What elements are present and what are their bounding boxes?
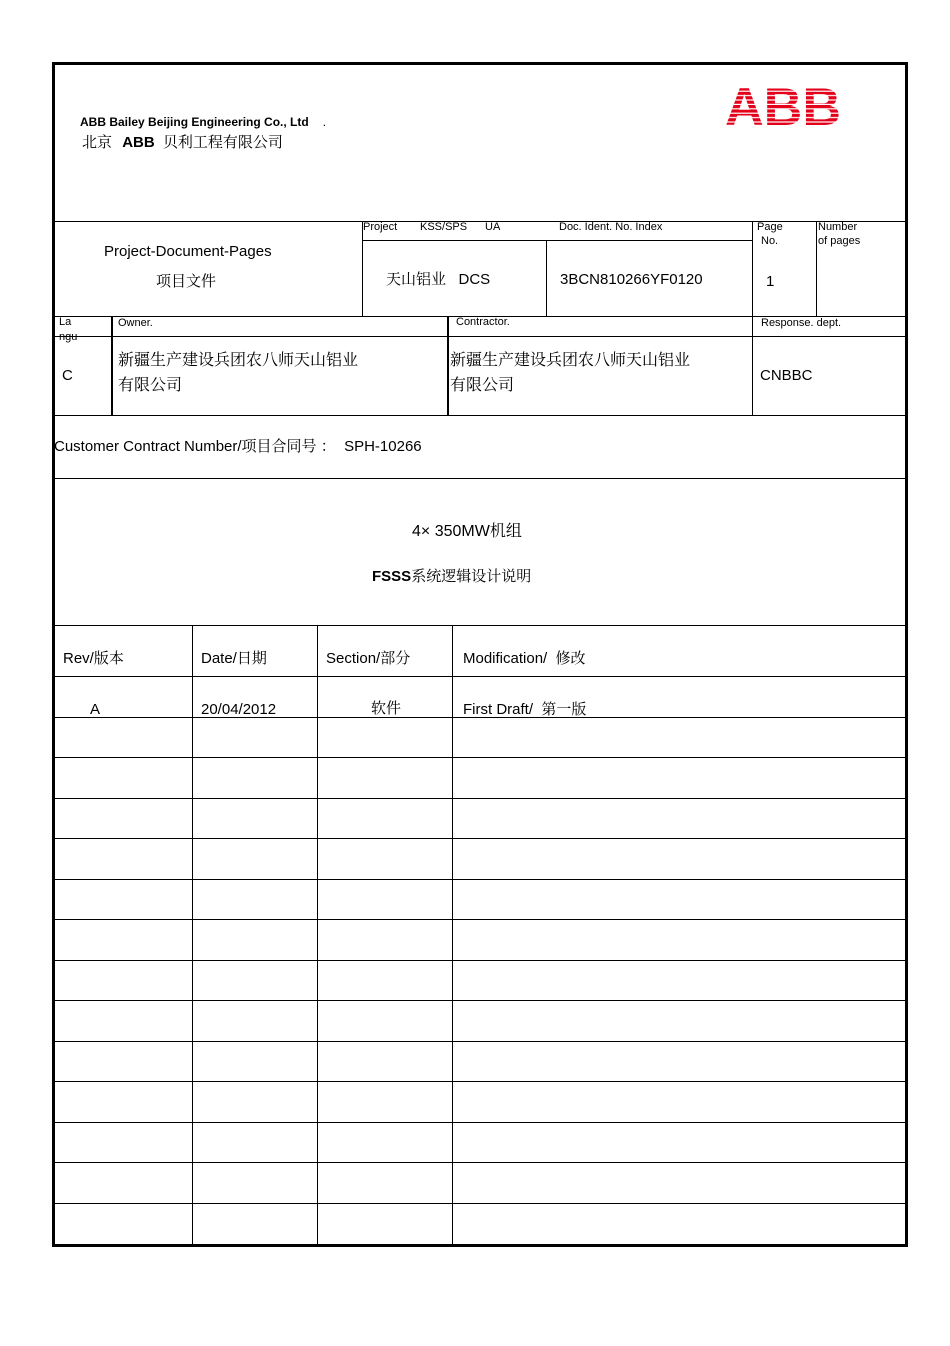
date-cell: 20/04/2012 bbox=[201, 701, 277, 718]
divider bbox=[192, 625, 193, 1244]
lang-value: C bbox=[62, 367, 73, 384]
page-value: 1 bbox=[766, 273, 775, 290]
project-ua: UA bbox=[485, 221, 501, 233]
lang-label-cont: ngu bbox=[59, 331, 78, 343]
divider bbox=[54, 838, 906, 839]
divider bbox=[752, 316, 753, 415]
doc-ident-value: 3BCN810266YF0120 bbox=[560, 271, 703, 288]
owner-label: Owner. bbox=[118, 317, 153, 329]
divider bbox=[452, 625, 453, 1244]
divider bbox=[54, 1203, 906, 1204]
divider bbox=[447, 316, 449, 415]
owner-line1: 新疆生产建设兵团农八师天山铝业 bbox=[118, 352, 359, 369]
divider bbox=[54, 676, 906, 677]
divider bbox=[54, 960, 906, 961]
divider bbox=[54, 415, 906, 416]
divider bbox=[362, 221, 363, 316]
modification-cell: First Draft/ 第一版 bbox=[463, 701, 587, 718]
divider bbox=[816, 221, 817, 316]
divider bbox=[54, 1000, 906, 1001]
divider bbox=[111, 316, 113, 415]
company-name-en: ABB Bailey Beijing Engineering Co., Ltd . bbox=[80, 115, 327, 129]
rev-cell: A bbox=[90, 701, 101, 718]
document-title: 4× 350MW机组 bbox=[412, 523, 522, 540]
response-value: CNBBC bbox=[760, 367, 813, 384]
section-header: Section/部分 bbox=[326, 650, 411, 667]
response-label: Response. dept. bbox=[761, 317, 842, 329]
divider bbox=[362, 240, 752, 241]
abb-logo-text: ABB bbox=[725, 83, 841, 127]
contract-number: Customer Contract Number/项目合同号 ： SPH-10266 bbox=[54, 438, 422, 455]
divider bbox=[54, 798, 906, 799]
divider bbox=[54, 879, 906, 880]
document-subtitle: FSSS系统逻辑设计说明 bbox=[372, 568, 532, 585]
doc-ident-label: Doc. Ident. No. Index bbox=[559, 221, 663, 233]
contractor-line1: 新疆生产建设兵团农八师天山铝业 bbox=[450, 352, 691, 369]
doc-type-cn: 项目文件 bbox=[156, 273, 217, 290]
abb-logo bbox=[724, 83, 842, 127]
divider bbox=[54, 336, 906, 337]
divider bbox=[54, 478, 906, 479]
number-label-pages: of pages bbox=[818, 235, 861, 247]
divider bbox=[546, 240, 547, 316]
divider bbox=[317, 625, 318, 1244]
doc-type-en: Project-Document-Pages bbox=[104, 243, 272, 260]
divider bbox=[54, 1081, 906, 1082]
rev-header: Rev/版本 bbox=[63, 650, 124, 667]
project-code: KSS/SPS bbox=[420, 221, 468, 233]
owner-line2: 有限公司 bbox=[118, 377, 183, 394]
company-name-cn: 北京 ABB 贝利工程有限公司 bbox=[82, 134, 283, 151]
divider bbox=[54, 625, 906, 626]
divider bbox=[752, 221, 753, 316]
divider bbox=[54, 1162, 906, 1163]
divider bbox=[54, 1122, 906, 1123]
lang-label: La bbox=[59, 316, 72, 328]
contractor-line2: 有限公司 bbox=[450, 377, 515, 394]
project-label: Project bbox=[363, 221, 398, 233]
section-cell: 软件 bbox=[371, 700, 402, 717]
project-value: 天山铝业 DCS bbox=[386, 271, 491, 288]
page-label: Page bbox=[757, 221, 783, 233]
number-label: Number bbox=[818, 221, 858, 233]
divider bbox=[54, 1041, 906, 1042]
divider bbox=[54, 919, 906, 920]
contractor-label: Contractor. bbox=[456, 316, 510, 328]
modification-header: Modification/ 修改 bbox=[463, 650, 586, 667]
page-label-no: No. bbox=[761, 235, 779, 247]
date-header: Date/日期 bbox=[201, 650, 267, 667]
divider bbox=[54, 757, 906, 758]
